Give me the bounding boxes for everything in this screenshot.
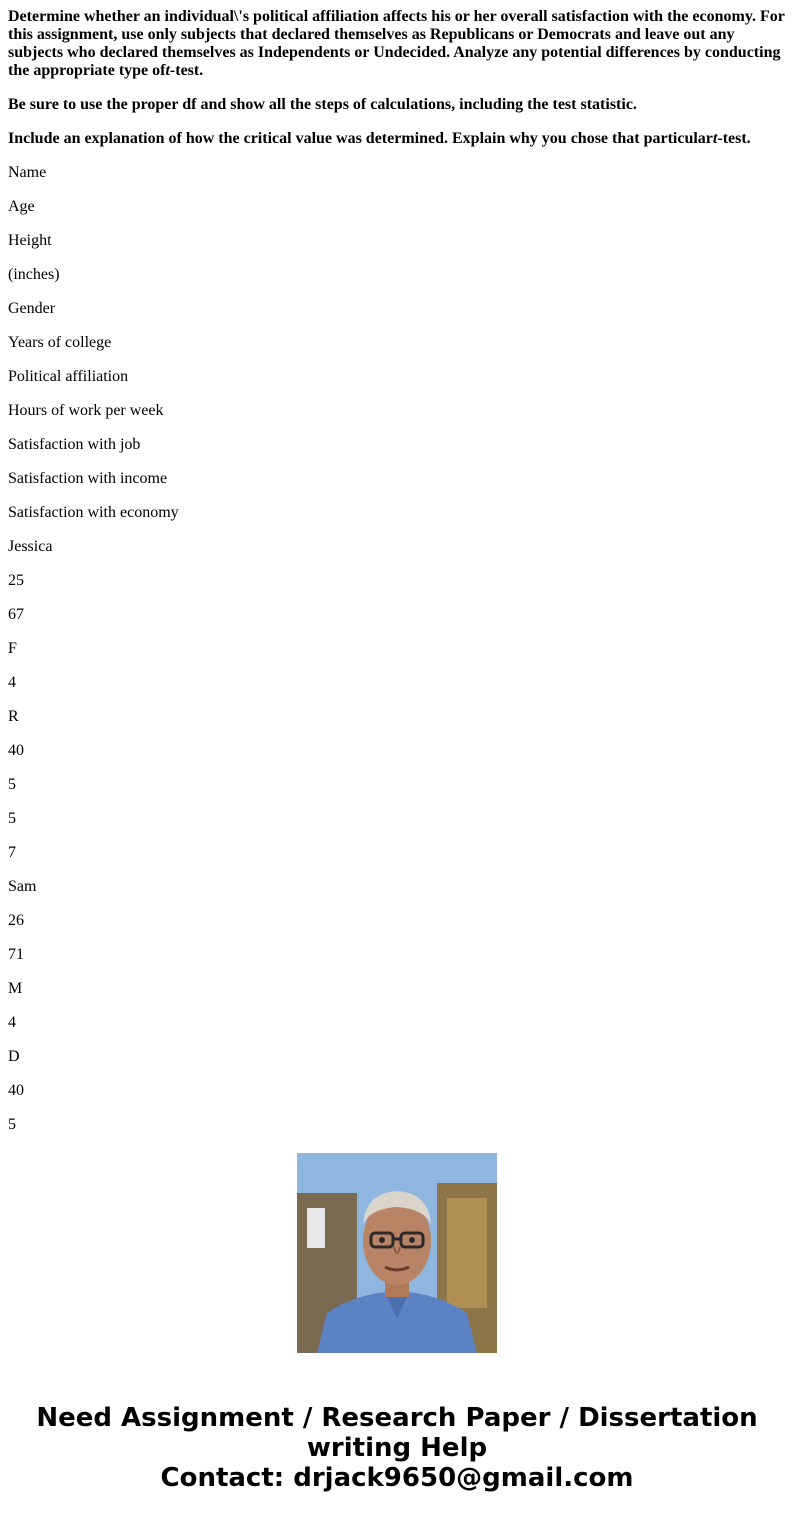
table-cell: 26 bbox=[8, 912, 24, 929]
table-cell: 5 bbox=[8, 1116, 16, 1133]
table-cell: 71 bbox=[8, 946, 24, 963]
t-italic: t bbox=[165, 62, 170, 79]
data-table-fields bbox=[8, 164, 788, 1134]
instructions-paragraph-2: Be sure to use the proper df and show all the steps of calculations, including the test statistic. bbox=[8, 96, 637, 113]
table-field: Age bbox=[8, 198, 35, 215]
table-field: Satisfaction with job bbox=[8, 436, 141, 453]
instructions-paragraph-3 bbox=[8, 130, 788, 148]
table-field: Satisfaction with economy bbox=[8, 504, 179, 521]
table-cell: 40 bbox=[8, 742, 24, 759]
table-cell: 4 bbox=[8, 674, 16, 691]
table-field: Height bbox=[8, 232, 52, 249]
table-field: Name bbox=[8, 164, 47, 181]
portrait-image bbox=[297, 1153, 497, 1353]
table-field: Gender bbox=[8, 300, 56, 317]
table-field: Years of college bbox=[8, 334, 112, 351]
promo-line-1: Need Assignment / Research Paper / Dissertation bbox=[36, 1403, 758, 1433]
table-cell: Sam bbox=[8, 878, 37, 895]
t-italic: t bbox=[712, 130, 718, 147]
table-cell: F bbox=[8, 640, 17, 657]
promo-line-2: writing Help bbox=[306, 1433, 488, 1463]
instructions-paragraph-1 bbox=[8, 8, 788, 80]
table-cell: 40 bbox=[8, 1082, 24, 1099]
table-cell: R bbox=[8, 708, 19, 725]
table-field: Satisfaction with income bbox=[8, 470, 168, 487]
table-field: Political affiliation bbox=[8, 368, 129, 385]
promo-banner bbox=[0, 1403, 794, 1493]
contact-email: Contact: drjack9650@gmail.com bbox=[160, 1463, 634, 1493]
table-cell: 7 bbox=[8, 844, 16, 861]
table-cell: Jessica bbox=[8, 538, 53, 555]
author-photo bbox=[297, 1153, 497, 1353]
table-cell: 25 bbox=[8, 572, 24, 589]
table-field: Hours of work per week bbox=[8, 402, 164, 419]
paragraph-1-text: Determine whether an individual\'s political affiliation affects his or her overall satisfaction with the economy. For this assignment, use only subjects that declared themselves as Republicans or Democrats and leave out any subjects who declared themselves as Independents or Undecided. Analyze any potential differences by conducting the appropriate type of bbox=[8, 8, 785, 79]
table-cell: M bbox=[8, 980, 23, 997]
paragraph-3-text: Include an explanation of how the critical value was determined. Explain why you chose that particular bbox=[8, 130, 713, 147]
table-cell: 4 bbox=[8, 1014, 16, 1031]
table-cell: 67 bbox=[8, 606, 24, 623]
question-text bbox=[8, 0, 788, 1133]
table-cell: D bbox=[8, 1048, 20, 1065]
table-cell: 5 bbox=[8, 776, 16, 793]
paragraph-3-suffix: -test. bbox=[717, 130, 751, 147]
paragraph-1-suffix: -test. bbox=[169, 62, 204, 79]
table-cell: 5 bbox=[8, 810, 16, 827]
table-field: (inches) bbox=[8, 266, 60, 283]
